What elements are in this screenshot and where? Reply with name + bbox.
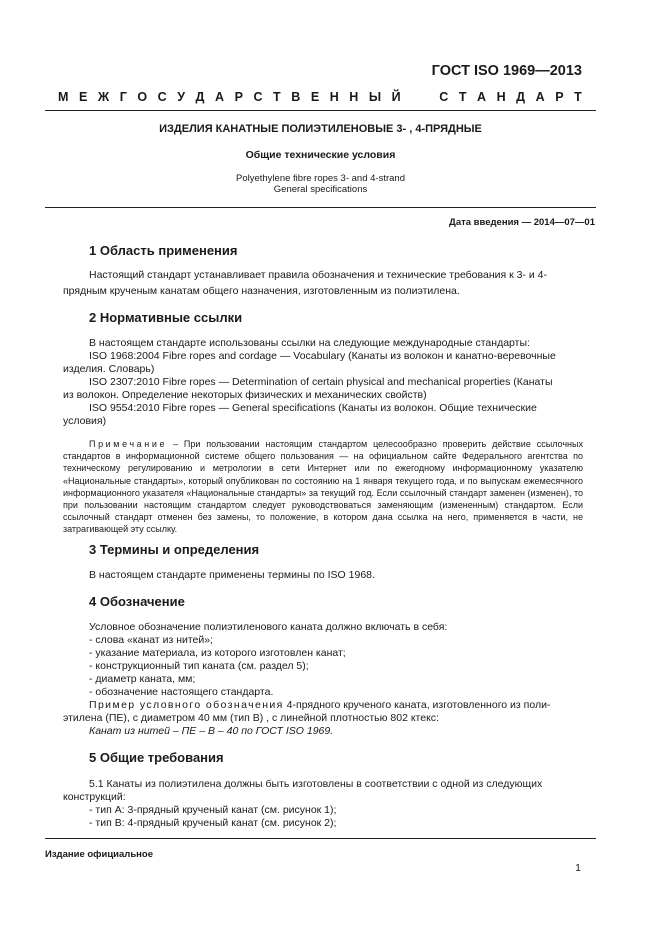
designation-item-words: - слова «канат из нитей»;	[89, 634, 214, 646]
banner-letter: Г	[119, 90, 127, 104]
banner-letter	[411, 90, 414, 104]
banner-letter: С	[439, 90, 449, 104]
references-line-5: из волокон. Определение некоторых физических и механических свойств)	[63, 389, 427, 401]
banner-letter: Д	[195, 90, 205, 104]
page-number: 1	[575, 862, 581, 874]
designation-item-type: - конструкционный тип каната (см. раздел 5);	[89, 660, 309, 672]
section-heading-general-requirements: 5 Общие требования	[89, 750, 224, 765]
requirements-type-a: - тип А: 3-прядный крученый канат (см. рисунок 1);	[89, 804, 337, 816]
example-text: 4-прядного крученого каната, изготовленного из поли-	[283, 699, 551, 711]
english-subtitle: General specifications	[273, 184, 368, 195]
references-line-2: ISO 1968:2004 Fibre ropes and cordage — Vocabulary (Канаты из волокон и канатно-веревочные	[89, 350, 556, 362]
example-label: Пример условного обозначения	[89, 699, 284, 711]
banner-letter: Н	[329, 90, 339, 104]
banner-letter: Т	[273, 90, 281, 104]
banner-letter: Е	[78, 90, 88, 104]
edition-label: Издание официальное	[45, 849, 153, 860]
section-heading-terms: 3 Термины и определения	[89, 542, 260, 557]
note-text: – При пользовании настоящим стандартом целесообразно проверить действие ссылочных стандартов в информационной системе общего пользования — на официальном сайте Федерального агентства по техническому регулированию и метрологии в сети Интернет или по ежегодному информационному указателю «Национальные стандарты», который опубликован по состоянию на 1 января текущего года, и по выпускам ежемесячного информационного указателя «Национальные стандарты» за текущий год. Если ссылочный стандарт заменен (изменен), то при пользовании настоящим стандартом следует руководствоваться заменяющим (измененным) стандартом. Если ссылочный стандарт отменен без замены, то положение, в котором дана ссылка на него, применяется в части, не затрагивающей эту ссылку.	[63, 439, 583, 535]
terms-text: В настоящем стандарте применены термины по ISO 1968.	[89, 569, 375, 581]
banner-letter: Т	[574, 90, 582, 104]
header-rule-top	[45, 110, 596, 111]
banner-letter: С	[253, 90, 263, 104]
references-line-6: ISO 9554:2010 Fibre ropes — General specifications (Канаты из волокон. Общие технические	[89, 402, 537, 414]
banner-letter: А	[215, 90, 225, 104]
banner-letter: Ы	[368, 90, 382, 104]
banner-letter: Р	[555, 90, 564, 104]
requirements-type-b: - тип В: 4-прядный крученый канат (см. рисунок 2);	[89, 817, 337, 829]
standard-subtitle: Общие технические условия	[245, 149, 396, 161]
banner-letter: А	[477, 90, 487, 104]
designation-item-material: - указание материала, из которого изготовлен канат;	[89, 647, 346, 659]
banner-letter: Й	[391, 90, 401, 104]
english-title: Polyethylene fibre ropes 3- and 4-strand	[236, 173, 405, 184]
references-line-4: ISO 2307:2010 Fibre ropes — Determination of certain physical and mechanical properties (Канаты	[89, 376, 553, 388]
designation-example-line-1	[89, 699, 550, 712]
scope-text-line-1: Настоящий стандарт устанавливает правила обозначения и технические требования к 3- и 4-	[89, 269, 547, 281]
introduction-date: Дата введения — 2014—07—01	[449, 217, 595, 228]
interstate-standard-banner	[58, 90, 582, 104]
requirements-line-2: конструкций:	[63, 791, 126, 803]
designation-example-line-3: Канат из нитей – ПЕ – В – 40 по ГОСТ ISO 1969.	[89, 725, 334, 737]
section-heading-designation: 4 Обозначение	[89, 594, 185, 609]
banner-letter: А	[535, 90, 545, 104]
scope-text-line-2: прядным крученым канатам общего назначения, изготовленным из полиэтилена.	[63, 285, 460, 297]
standard-title: ИЗДЕЛИЯ КАНАТНЫЕ ПОЛИЭТИЛЕНОВЫЕ 3- , 4-ПРЯДНЫЕ	[159, 123, 482, 135]
banner-letter: В	[291, 90, 301, 104]
banner-letter: Ж	[97, 90, 110, 104]
footer-rule	[45, 838, 596, 839]
banner-letter: Н	[496, 90, 506, 104]
banner-letter: Р	[234, 90, 243, 104]
references-line-3: изделия. Словарь)	[63, 363, 155, 375]
banner-letter: О	[137, 90, 148, 104]
designation-item-standard: - обозначение настоящего стандарта.	[89, 686, 274, 698]
designation-example-line-2: этилена (ПЕ), с диаметром 40 мм (тип В) , с линейной плотностью 802 ктекс:	[63, 712, 439, 724]
designation-item-diameter: - диаметр каната, мм;	[89, 673, 196, 685]
section-heading-scope: 1 Область применения	[89, 243, 238, 258]
section-heading-normative-references: 2 Нормативные ссылки	[89, 310, 243, 325]
banner-letter: Т	[458, 90, 467, 104]
banner-letter: Д	[516, 90, 526, 104]
header-rule-bottom	[45, 207, 596, 208]
note-label: Примечание	[89, 439, 168, 449]
banner-letter: У	[177, 90, 185, 104]
requirements-line-1: 5.1 Канаты из полиэтилена должны быть изготовлены в соответствии с одной из следующих	[89, 778, 543, 790]
banner-letter: Е	[310, 90, 320, 104]
banner-letter: Н	[349, 90, 359, 104]
document-code: ГОСТ ISO 1969—2013	[431, 63, 582, 79]
references-note	[63, 438, 583, 536]
banner-letter: С	[157, 90, 167, 104]
banner-letter	[425, 90, 428, 104]
designation-line-1: Условное обозначение полиэтиленового каната должно включать в себя:	[89, 621, 448, 633]
banner-letter: М	[58, 90, 69, 104]
references-line-1: В настоящем стандарте использованы ссылки на следующие международные стандарты:	[89, 337, 530, 349]
references-line-7: условия)	[63, 415, 107, 427]
